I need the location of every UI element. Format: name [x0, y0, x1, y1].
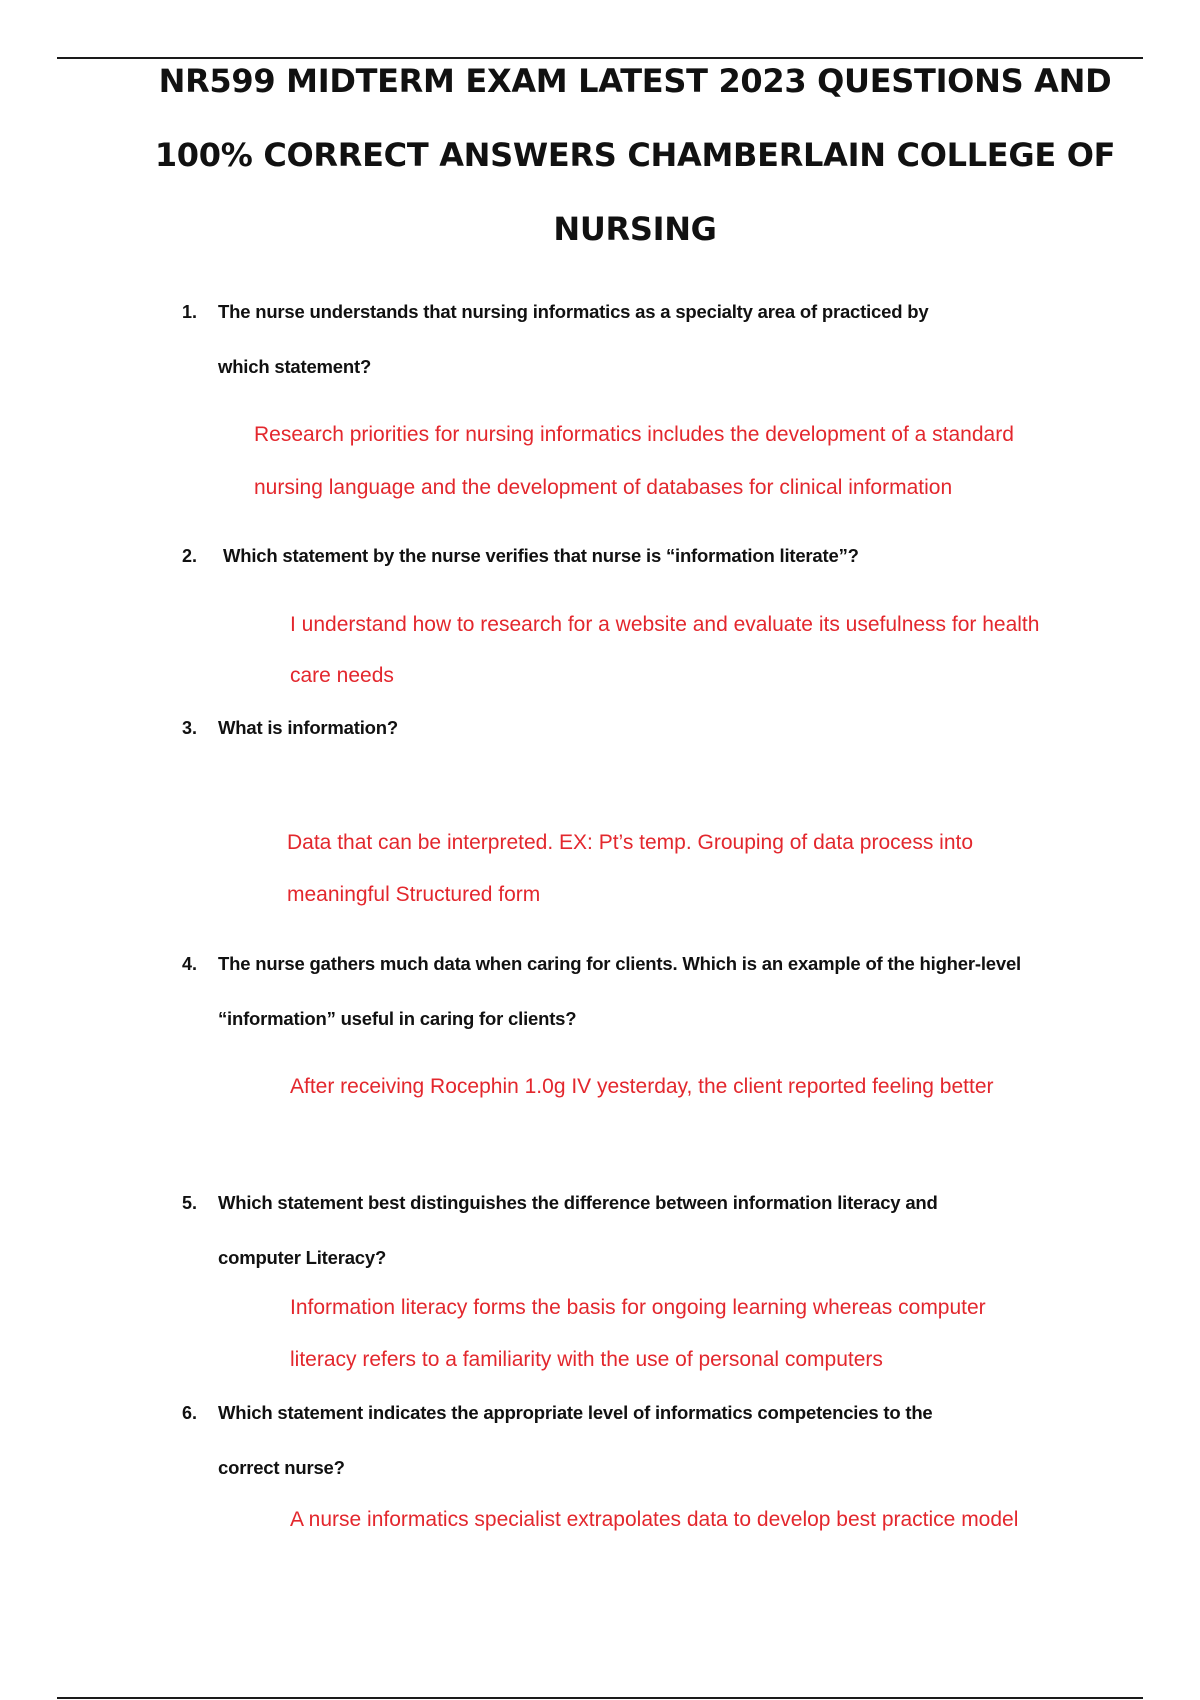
answer-text-line: care needs — [290, 664, 394, 687]
question-text-line: Which statement indicates the appropriate level of informatics competencies to the — [218, 1402, 933, 1423]
answer-text-line: Research priorities for nursing informatics includes the development of a standard — [254, 423, 1014, 446]
question-text-line: computer Literacy? — [218, 1247, 387, 1268]
answer-text-line: Information literacy forms the basis for ongoing learning whereas computer — [290, 1296, 986, 1319]
question-number: 2. — [182, 546, 198, 566]
top-rule — [57, 57, 1143, 59]
question-text-line: Which statement by the nurse verifies that nurse is “information literate”? — [223, 545, 859, 566]
question-text-line: The nurse gathers much data when caring for clients. Which is an example of the higher-level — [218, 953, 1021, 974]
question-number: 3. — [182, 718, 198, 738]
answer-text-line: meaningful Structured form — [287, 883, 541, 906]
answer-text-line: nursing language and the development of databases for clinical information — [254, 476, 953, 499]
question-text-line: “information” useful in caring for clients? — [218, 1008, 577, 1029]
question-text-line: What is information? — [218, 717, 398, 738]
title-line-2: 100% CORRECT ANSWERS CHAMBERLAIN COLLEGE OF — [154, 136, 1116, 174]
answer-text-line: After receiving Rocephin 1.0g IV yesterday, the client reported feeling better — [290, 1075, 994, 1098]
answer-text-line: literacy refers to a familiarity with the use of personal computers — [290, 1348, 883, 1371]
title-line-3: NURSING — [553, 210, 717, 248]
title-line-1: NR599 MIDTERM EXAM LATEST 2023 QUESTIONS AND — [158, 62, 1112, 100]
answer-text-line: Data that can be interpreted. EX: Pt’s temp. Grouping of data process into — [287, 831, 974, 854]
question-number: 4. — [182, 954, 198, 974]
question-number: 6. — [182, 1403, 198, 1423]
question-text-line: The nurse understands that nursing informatics as a specialty area of practiced by — [218, 301, 929, 322]
bottom-rule — [57, 1697, 1143, 1699]
question-text-line: correct nurse? — [218, 1457, 345, 1478]
question-number: 1. — [182, 302, 198, 322]
answer-text-line: I understand how to research for a website and evaluate its usefulness for health — [290, 613, 1040, 636]
question-number: 5. — [182, 1193, 198, 1213]
question-text-line: which statement? — [218, 356, 372, 377]
question-text-line: Which statement best distinguishes the difference between information literacy and — [218, 1192, 938, 1213]
answer-text-line: A nurse informatics specialist extrapolates data to develop best practice model — [290, 1508, 1019, 1531]
